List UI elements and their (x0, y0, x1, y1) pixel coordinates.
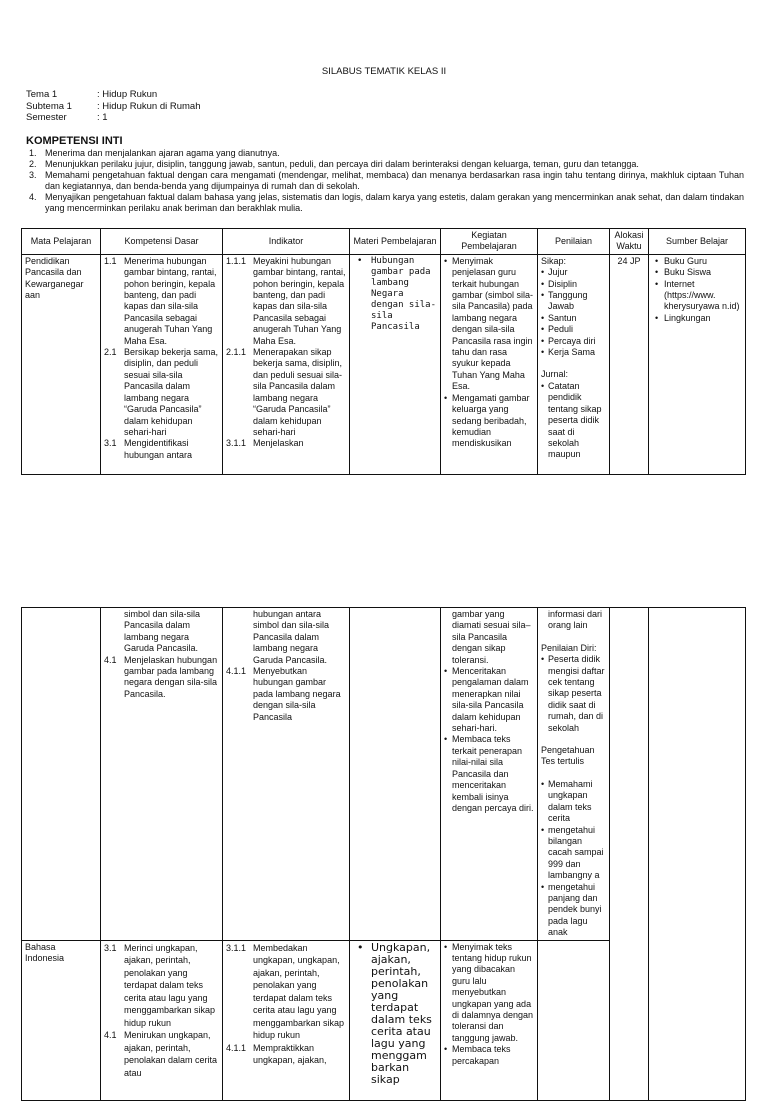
indikator-continuation: hubungan antara simbol dan sila-sila Pancasila dalam lambang negara Garuda Pancasila. (253, 609, 330, 665)
bullet-icon: • (444, 255, 448, 266)
bullet-icon: • (444, 941, 448, 952)
ki-num: 3. (29, 170, 37, 180)
meta-key: Semester (26, 112, 67, 123)
meta-value: : Hidup Rukun (97, 89, 158, 100)
materi-cell (353, 942, 437, 1086)
sumber-cell (652, 256, 742, 324)
kd-text: Menerima hubungan gambar bintang, rantai, pohon beringin, kepala banteng, dan padi kapas dan sila-sila Pancasila sebagai anugerah Tuhan Yang Maha Esa. (124, 255, 217, 346)
sikap-item (541, 324, 606, 335)
indikator-text: Meyakini hubungan gambar bintang, rantai, pohon beringin, kepala banteng, dan padi kapas dan sila-sila Pancasila sebagai anugerah Tuhan Yang Maha Esa. (253, 255, 346, 346)
kd-cell (104, 609, 219, 700)
bullet-icon: • (444, 392, 448, 403)
bullet-icon: • (541, 324, 545, 335)
kegiatan-item (444, 734, 534, 814)
kegiatan-text: Menceritakan pengalaman dalam menerapkan nilai sila-sila Pancasila dalam kehidupan sehari-hari. (452, 666, 529, 734)
kegiatan-text: Membaca teks percakapan (452, 1044, 511, 1066)
sumber-text: Lingkungan (664, 312, 711, 323)
kd-num: 4.1 (104, 654, 117, 665)
sumber-item (652, 313, 742, 324)
table-row (22, 608, 746, 941)
table-header-row (22, 229, 746, 255)
sikap-item (541, 267, 606, 278)
kd-num: 1.1 (104, 255, 117, 266)
kd-cell (104, 942, 219, 1080)
bullet-icon: • (357, 940, 364, 954)
indikator-item (226, 666, 346, 723)
kegiatan-text: Membaca teks terkait penerapan nilai-nilai sila Pancasila dan menceritakan kembali isinya dengan percaya diri. (452, 734, 534, 813)
bullet-icon: • (444, 666, 448, 677)
indikator-num: 2.1.1 (226, 347, 247, 358)
materi-text: Hubungan gambar pada lambang Negara dengan sila-sila Pancasila (371, 255, 437, 332)
sikap-text: Disiplin (548, 278, 578, 289)
sumber-item (652, 256, 742, 267)
kegiatan-item (444, 666, 534, 734)
meta-key: Tema 1 (26, 89, 58, 100)
pengetahuan-item (541, 779, 606, 825)
sikap-text: Tanggung Jawab (548, 290, 588, 312)
materi-cell (353, 256, 437, 333)
indikator-text: Menjelaskan (253, 438, 304, 449)
bullet-icon: • (541, 347, 545, 358)
indikator-cell (226, 942, 346, 1067)
materi-text: Ungkapan, ajakan, perintah, penolakan yang terdapat dalam teks cerita atau lagu yang menggam barkan sikap (371, 940, 432, 1086)
kegiatan-cell (444, 609, 534, 814)
bullet-icon: • (541, 312, 545, 323)
penilaian-diri-item (541, 654, 606, 734)
header-mata-pelajaran: Mata Pelajaran (22, 229, 101, 255)
kd-item (104, 347, 219, 438)
sumber-text: Buku Guru (664, 255, 708, 266)
bullet-icon: • (655, 312, 659, 323)
penilaian-cell (541, 609, 606, 939)
bullet-icon: • (541, 881, 545, 892)
pengetahuan-item (541, 825, 606, 882)
indikator-item (226, 256, 346, 347)
pengetahuan-label: Pengetahuan Tes tertulis (541, 745, 595, 767)
kegiatan-item (444, 393, 534, 450)
penilaian-cell (541, 256, 606, 461)
sikap-item (541, 279, 606, 290)
meta-row-semester (26, 112, 201, 124)
kd-num: 3.1 (104, 438, 117, 449)
bullet-icon: • (444, 734, 448, 745)
ki-num: 2. (29, 159, 37, 169)
bullet-icon: • (541, 290, 545, 301)
indikator-text: Menerapakan sikap bekerja sama, disiplin, dan peduli sesuai sila-sila Pancasila dalam lambang negara “Garuda Pancasila” dalam kehidupan sehari-hari (253, 347, 343, 437)
meta-row-tema (26, 89, 201, 101)
sikap-item (541, 313, 606, 324)
alokasi-cell: 24 JP (617, 255, 641, 266)
indikator-cell (226, 609, 346, 723)
meta-value: : 1 (97, 112, 108, 123)
pengetahuan-text: Memahami ungkapan dalam teks cerita (548, 778, 593, 824)
indikator-item (226, 347, 346, 438)
indikator-num: 4.1.1 (226, 1042, 247, 1053)
ki-item (26, 192, 744, 214)
kd-item (104, 1029, 219, 1079)
indikator-item (226, 438, 346, 449)
kd-text: Mengidentifikasi hubungan antara (124, 438, 193, 460)
bullet-icon: • (655, 267, 659, 278)
kegiatan-continuation: gambar yang diamati sesuai sila–sila Pancasila dengan sikap toleransi. (452, 609, 531, 665)
sumber-item (652, 267, 742, 278)
ki-num: 1. (29, 148, 37, 158)
indikator-item (226, 942, 346, 1042)
indikator-num: 4.1.1 (226, 666, 247, 677)
header-materi: Materi Pembelajaran (350, 229, 441, 255)
kd-text: Bersikap bekerja sama, disiplin, dan peduli sesuai sila-sila Pancasila dalam lambang negara “Garuda Pancasila” dalam kehidupan sehari-hari (124, 347, 219, 437)
indikator-num: 3.1.1 (226, 942, 247, 953)
penilaian-diri-text: Peserta didik mengisi daftar cek tentang sikap peserta didik saat di rumah, dan di sekolah (548, 654, 605, 733)
mapel-cell: Bahasa Indonesia (25, 941, 65, 963)
table-row (22, 254, 746, 474)
ki-num: 4. (29, 192, 37, 202)
indikator-num: 1.1.1 (226, 255, 247, 266)
jurnal-item (541, 381, 606, 461)
indikator-text: Mempraktikkan ungkapan, ajakan, (253, 1042, 327, 1066)
kegiatan-item (444, 942, 534, 1045)
bullet-icon: • (541, 267, 545, 278)
meta-row-subtema (26, 101, 201, 113)
sikap-text: Santun (548, 312, 577, 323)
header-penilaian: Penilaian (538, 229, 610, 255)
ki-text: Menyajikan pengetahuan faktual dalam bahasa yang jelas, sistematis dan logis, dalam karya yang estetis, dalam gerakan yang mencerminkan anak sehat, dan dalam tindakan yang mencerminkan perilaku anak beriman dan berakhlak mulia. (45, 192, 744, 213)
kd-num: 3.1 (104, 942, 117, 953)
ki-text: Menunjukkan perilaku jujur, disiplin, tanggung jawab, santun, peduli, dan percaya diri dalam berinteraksi dengan keluarga, teman, guru dan tetangga. (45, 159, 639, 169)
kompetensi-inti-heading: KOMPETENSI INTI (26, 135, 123, 147)
ki-text: Memahami pengetahuan faktual dengan cara mengamati (mendengar, melihat, membaca) dan menanya berdasarkan rasa ingin tahu tentang dirinya, makhluk ciptaan Tuhan dan kegiatannya, dan benda-benda yang dijumpainya di rumah dan di sekolah. (45, 170, 744, 191)
pengetahuan-item (541, 882, 606, 939)
header-sumber: Sumber Belajar (649, 229, 746, 255)
kegiatan-text: Mengamati gambar keluarga yang sedang beribadah, kemudian mendiskusikan (452, 392, 530, 449)
header-kegiatan: Kegiatan Pembelajaran (441, 229, 538, 255)
sikap-text: Peduli (548, 324, 574, 335)
indikator-cell (226, 256, 346, 450)
bullet-icon: • (541, 380, 545, 391)
kompetensi-inti-list (26, 148, 744, 214)
indikator-text: Membedakan ungkapan, ungkapan, ajakan, perintah, penolakan yang terdapat dalam teks cerita atau lagu yang menggambarkan sikap hidup rukun (253, 942, 345, 1041)
kd-num: 4.1 (104, 1030, 117, 1041)
sikap-text: Jujur (548, 267, 568, 278)
ki-text: Menerima dan menjalankan ajaran agama yang dianutnya. (45, 148, 280, 158)
kd-num: 2.1 (104, 347, 117, 358)
kegiatan-cell (444, 256, 534, 450)
pengetahuan-text: mengetahui bilangan cacah sampai 999 dan lambangny a (548, 824, 604, 881)
sumber-text: Internet (https://www. kherysuryawa n.id) (664, 278, 740, 312)
bullet-icon: • (357, 255, 363, 266)
ki-item (26, 148, 744, 159)
kd-text: Menirukan ungkapan, ajakan, perintah, penolakan dalam cerita atau (124, 1030, 218, 1078)
bullet-icon: • (541, 335, 545, 346)
kd-text: Merinci ungkapan, ajakan, perintah, penolakan yang terdapat dalam teks cerita atau lagu yang menggambarkan sikap hidup rukun (124, 942, 216, 1028)
bullet-icon: • (541, 778, 545, 789)
kegiatan-cell (444, 942, 534, 1067)
header-kompetensi-dasar: Kompetensi Dasar (101, 229, 223, 255)
indikator-num: 3.1.1 (226, 438, 247, 449)
bullet-icon: • (541, 824, 545, 835)
indikator-item (226, 1042, 346, 1067)
sikap-label: Sikap: (541, 255, 567, 266)
bullet-icon: • (655, 255, 659, 266)
kegiatan-item (444, 1044, 534, 1067)
kegiatan-item (444, 256, 534, 393)
syllabus-table-part-2 (21, 607, 746, 1101)
penilaian-continuation: informasi dari orang lain (548, 609, 603, 631)
kd-item (104, 438, 219, 461)
penilaian-diri-label: Penilaian Diri: (541, 642, 597, 653)
kd-item (104, 655, 219, 701)
kd-cell (104, 256, 219, 461)
header-alokasi: Alokasi Waktu (610, 229, 649, 255)
bullet-icon: • (655, 278, 659, 289)
mapel-cell: Pendidikan Pancasila dan Kewarganegar aan (25, 255, 84, 301)
jurnal-label: Jurnal: (541, 369, 569, 380)
meta-key: Subtema 1 (26, 100, 72, 112)
bullet-icon: • (541, 654, 545, 665)
kd-item (104, 942, 219, 1030)
ki-item (26, 170, 744, 192)
kd-text: Menjelaskan hubungan gambar pada lambang negara dengan sila-sila Pancasila. (124, 654, 218, 699)
kegiatan-text: Menyimak penjelasan guru terkait hubungan gambar (simbol sila-sila Pancasila) pada lambang negara dengan sila-sila Pancasila rasa ingin tahu dan rasa syukur kepada Tuhan Yang Maha Esa. (452, 255, 534, 392)
bullet-icon: • (444, 1044, 448, 1055)
jurnal-text: Catatan pendidik tentang sikap peserta didik saat di sekolah maupun (548, 380, 602, 460)
document-meta (26, 89, 201, 124)
ki-item (26, 159, 744, 170)
sikap-item (541, 290, 606, 313)
bullet-icon: • (541, 278, 545, 289)
sumber-item (652, 279, 742, 313)
document-title: SILABUS TEMATIK KELAS II (321, 66, 447, 77)
sumber-text: Buku Siswa (664, 267, 712, 278)
pengetahuan-text: mengetahui panjang dan pendek bunyi pada lagu anak (548, 881, 602, 938)
indikator-text: Menyebutkan hubungan gambar pada lambang negara dengan sila-sila Pancasila (253, 666, 341, 722)
sikap-text: Kerja Sama (548, 347, 596, 358)
sikap-item (541, 336, 606, 347)
syllabus-table-part-1 (21, 228, 746, 475)
meta-value: : Hidup Rukun di Rumah (97, 100, 201, 112)
sikap-text: Percaya diri (548, 335, 596, 346)
kd-continuation: simbol dan sila-sila Pancasila dalam lambang negara Garuda Pancasila. (124, 609, 201, 654)
header-indikator: Indikator (223, 229, 350, 255)
kd-item (104, 256, 219, 347)
kegiatan-text: Menyimak teks tentang hidup rukun yang dibacakan guru lalu menyebutkan ungkapan yang ada di dalamnya dengan toleransi dan tanggung jawab. (452, 941, 534, 1043)
sikap-item (541, 347, 606, 358)
